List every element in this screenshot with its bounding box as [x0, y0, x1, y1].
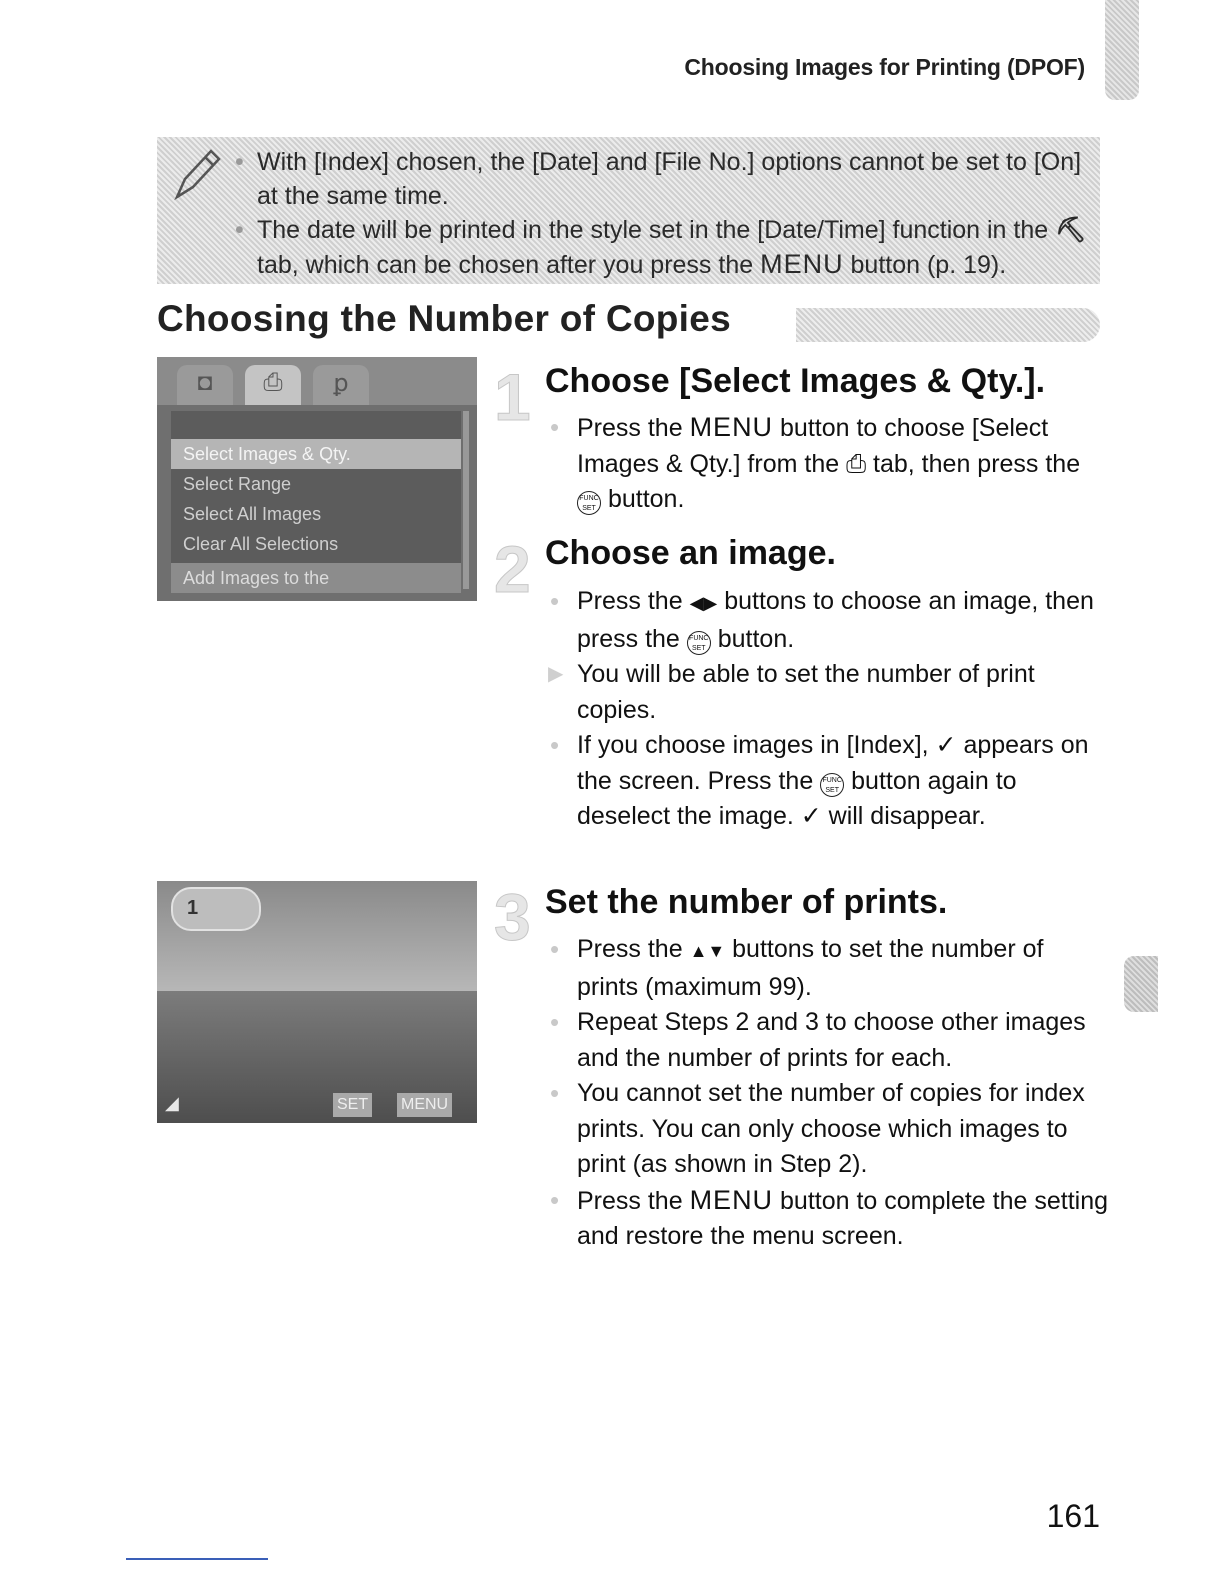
left-right-arrows-icon: ◀▶: [689, 593, 718, 613]
page-number: 161: [1046, 1498, 1100, 1534]
step-title: Set the number of prints.: [545, 883, 948, 921]
step-item: ▶ You will be able to set the number of print copies.: [548, 657, 1108, 728]
up-down-arrows-icon: ▲▼: [689, 941, 726, 961]
step-3-list: [548, 932, 1108, 1255]
step-number: 2: [494, 532, 531, 606]
step-item: • Press the MENU button to complete the setting and restore the menu screen.: [548, 1183, 1108, 1255]
footer-rule: [126, 1558, 268, 1560]
screen-scrollbar: [463, 411, 469, 589]
screen-tab-play-icon: ◘: [177, 365, 233, 405]
menu-button-label: MENU: [760, 249, 844, 279]
setup-tab-icon: ⛏: [1055, 216, 1087, 244]
screen-menu-key: MENU: [397, 1093, 452, 1117]
note-list: [235, 145, 1095, 282]
step-number: 3: [494, 880, 531, 954]
step-2-list: [548, 584, 1108, 835]
func-set-icon: FUNC SET: [687, 631, 711, 655]
step-item: • If you choose images in [Index], ✓ appears on the screen. Press the FUNC SET button again to deselect the image. ✓ will disappear.: [548, 728, 1108, 835]
pencil-icon: [167, 143, 223, 209]
step-item: • Press the ▲▼ buttons to set the number of prints (maximum 99).: [548, 932, 1108, 1005]
step-item: • Press the MENU button to choose [Select Images & Qty.] from the ⎙ tab, then press the FUNC SET button.: [548, 410, 1108, 518]
screen-tab-setup-icon: ꝑ: [313, 365, 369, 405]
step-1-list: [548, 410, 1108, 518]
screen-menu-item: Select Range: [183, 474, 292, 494]
screen-set-key: SET: [333, 1093, 372, 1117]
screen-menu-item: Select All Images: [183, 504, 322, 524]
step-title: Choose an image.: [545, 534, 836, 572]
note-text: tab, which can be chosen after you press the: [257, 251, 761, 279]
func-set-icon: FUNC SET: [820, 773, 844, 797]
section-title: Choosing the Number of Copies: [157, 298, 731, 339]
chapter-edge-tab: [1105, 0, 1139, 100]
note-item: [235, 213, 1095, 282]
chapter-side-tab: [1124, 956, 1158, 1012]
screen-menu-item: Clear All Selections: [183, 534, 339, 554]
check-icon: ✓: [935, 731, 957, 759]
copy-count-badge: 1: [171, 887, 261, 931]
step-number: 1: [494, 360, 531, 434]
menu-screenshot: [157, 357, 477, 601]
screen-menu-item: Add Images to the: [171, 563, 461, 593]
section-decor-bar: [796, 308, 1100, 342]
print-tab-icon: ⎙: [846, 449, 867, 478]
note-item: • With [Index] chosen, the [Date] and [File No.] options cannot be set to [On] at the same time.: [235, 145, 1095, 213]
menu-button-label: MENU: [689, 412, 774, 442]
step-item: • Repeat Steps 2 and 3 to choose other images and the number of prints for each.: [548, 1005, 1108, 1076]
note-box: [157, 137, 1100, 284]
func-set-icon: FUNC SET: [577, 491, 601, 515]
print-count-screenshot: [157, 881, 477, 1123]
note-text: button (p. 19).: [843, 251, 1007, 279]
screen-menu-item: Select Images & Qty.: [171, 439, 461, 469]
step-item: • Press the ◀▶ buttons to choose an image, then press the FUNC SET button.: [548, 584, 1108, 657]
running-head: Choosing Images for Printing (DPOF): [684, 54, 1085, 80]
screen-corner-icon: ◢: [165, 1093, 179, 1113]
step-title: Choose [Select Images & Qty.].: [545, 362, 1046, 400]
check-icon: ✓: [800, 802, 822, 830]
screen-tab-print-icon: ⎙: [245, 365, 301, 405]
step-item: • You cannot set the number of copies for index prints. You can only choose which images to print (as shown in Step 2).: [548, 1076, 1108, 1183]
note-text: The date will be printed in the style set in the [Date/Time] function in the: [257, 216, 1056, 244]
menu-button-label: MENU: [689, 1184, 774, 1215]
